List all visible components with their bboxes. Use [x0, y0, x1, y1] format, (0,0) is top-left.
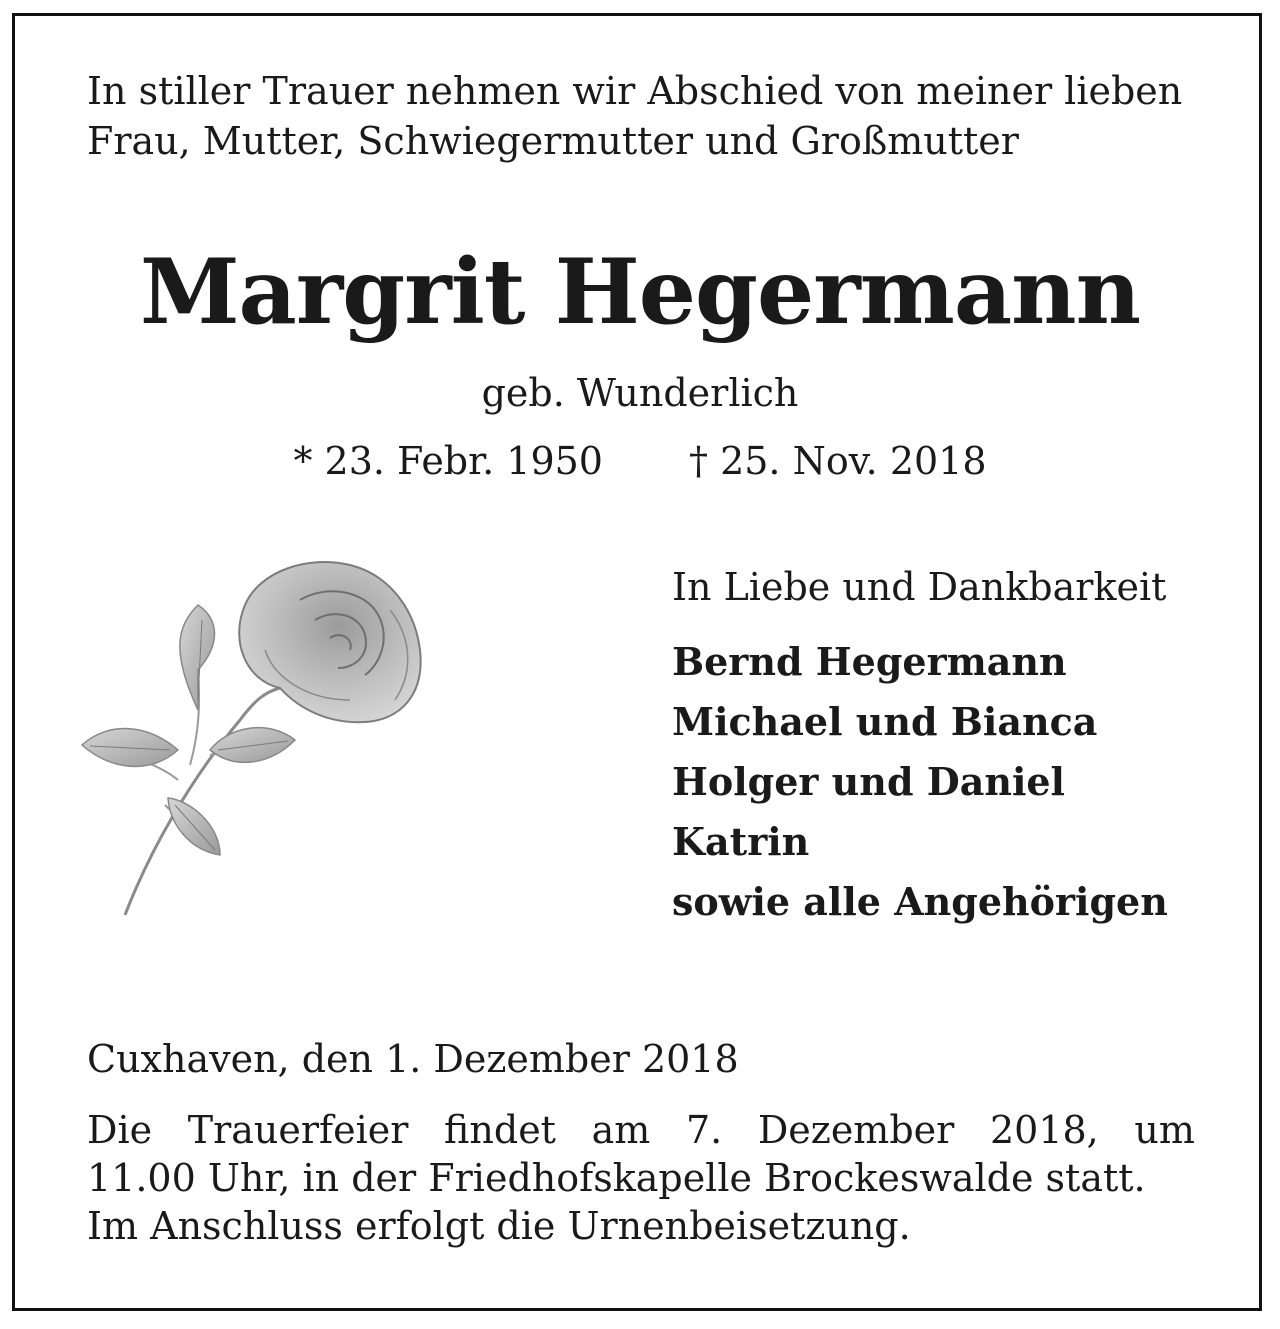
- intro-line: Frau, Mutter, Schwiegermutter und Großmutter: [87, 119, 1019, 163]
- funeral-word: 7.: [685, 1108, 723, 1152]
- mourner-name: Bernd Hegermann: [672, 639, 1067, 684]
- mourners-list: [672, 632, 1232, 932]
- funeral-word: Trauerfeier: [187, 1108, 409, 1152]
- mourner-name: Michael und Bianca: [672, 699, 1098, 744]
- life-dates: [0, 436, 1280, 486]
- funeral-info: [87, 1106, 1195, 1250]
- funeral-word: um: [1134, 1108, 1195, 1152]
- funeral-line: 11.00 Uhr, in der Friedhofskapelle Brockeswalde statt.: [87, 1156, 1146, 1200]
- mourner-name: sowie alle Angehörigen: [672, 879, 1168, 924]
- mourner-name: Holger und Daniel: [672, 759, 1065, 804]
- deceased-name: Margrit Hegermann: [139, 239, 1141, 345]
- birth-date: * 23. Febr. 1950: [293, 439, 603, 483]
- mourners-block: [672, 562, 1232, 932]
- intro-text: [87, 66, 1197, 166]
- maiden-name: geb. Wunderlich: [481, 371, 799, 415]
- closing-phrase: In Liebe und Dankbarkeit: [672, 565, 1167, 609]
- rose-image: [70, 550, 450, 920]
- funeral-word: Dezember: [757, 1108, 955, 1152]
- funeral-word: Die: [87, 1108, 153, 1152]
- funeral-line: Im Anschluss erfolgt die Urnenbeisetzung.: [87, 1204, 911, 1248]
- intro-line: In stiller Trauer nehmen wir Abschied von meiner lieben: [87, 69, 1183, 113]
- funeral-word: am: [591, 1108, 651, 1152]
- funeral-line: [87, 1106, 1195, 1154]
- funeral-word: 2018,: [989, 1108, 1099, 1152]
- funeral-word: findet: [444, 1108, 556, 1152]
- place-and-date: Cuxhaven, den 1. Dezember 2018: [87, 1037, 739, 1081]
- death-date: † 25. Nov. 2018: [689, 439, 987, 483]
- mourner-name: Katrin: [672, 819, 810, 864]
